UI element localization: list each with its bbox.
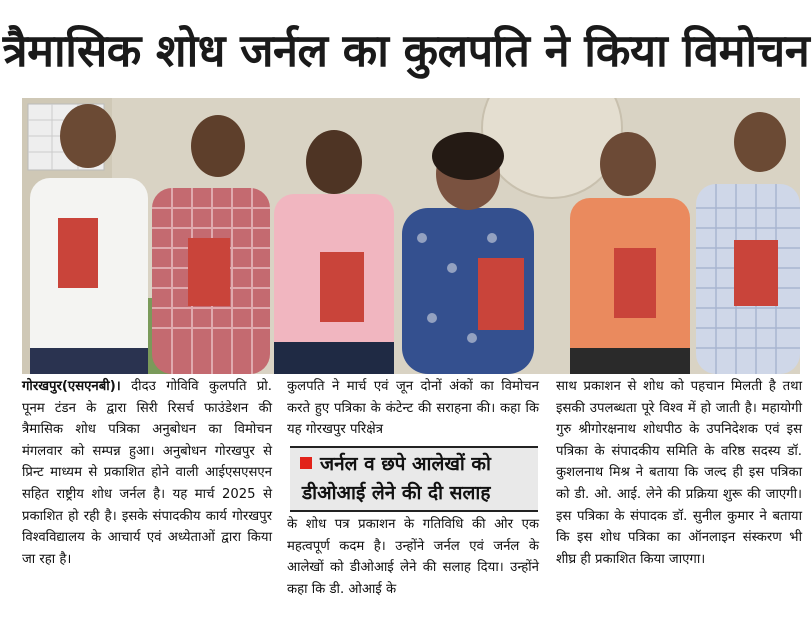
article-text-col3: साथ प्रकाशन से शोध को पहचान मिलती है तथा इसकी उपलब्धता पूरे विश्व में हो जाती है। महायोगी गुरु श्रीगोरक्षनाथ शोधपीठ के उपनिदेशक एवं इस पत्रिका के संपादकीय समिति के वरिष्ठ सदस्य डॉ. कुशलनाथ मिश्र ने बताया कि जल्द ही इस पत्रिका को डी. ओ. आई. लेने की प्रक्रिया शुरू की जाएगी। इस पत्रिका के संपादक डॉ. सुनील कुमार ने बताया कि इस शोध पत्रिका का ऑनलाइन संस्करण भी शीघ्र ही प्रकाशित किया जाएगा। <box>556 379 802 567</box>
article-column-2-bottom <box>287 514 539 600</box>
article-text-col2-top: कुलपति ने मार्च एवं जून दोनों अंकों का विमोचन करते हुए पत्रिका के कंटेन्ट की सराहना की। कहा कि यह गोरखपुर परिक्षेत्र <box>287 379 539 438</box>
article-text-col2-bottom: के शोध पत्र प्रकाशन के गतिविधि की ओर एक महत्वपूर्ण कदम है। उन्होंने जर्नल एवं जर्नल के आलेखों को डीओआई लेने की सलाह दिया। उन्होंने कहा कि डी. ओआई के <box>287 517 539 597</box>
photo-illustration <box>22 98 800 374</box>
dateline: गोरखपुर(एसएनबी)। <box>22 379 121 394</box>
article-column-1 <box>22 376 272 570</box>
article-text-col1: दीदउ गोविवि कुलपति प्रो. पूनम टंडन के द्वारा सिरी रिसर्च फाउंडेशन की त्रैमासिक शोध पत्रिका अनुबोधन का विमोचन मंगलवार को सम्पन्न हुआ। अनुबोधन गोरखपुर से प्रिन्ट माध्यम से प्रकाशित होने वाली आईएसएसएन सहित राष्ट्रीय शोध जर्नल है। यह मार्च 2025 से प्रकाशित हो रही है। इसके संपादकीय कार्य गोरखपुर विश्वविद्यालय के आचार्य एवं अध्येताओं द्वारा किया जा रहा है। <box>22 379 272 567</box>
subheading: जर्नल व छपे आलेखों को डीओआई लेने की दी सलाह <box>302 453 491 504</box>
article-column-2-top <box>287 376 539 441</box>
article-column-3 <box>556 376 802 570</box>
headline: त्रैमासिक शोध जर्नल का कुलपति ने किया विमोचन <box>2 23 810 77</box>
news-photo <box>22 98 800 374</box>
subheading-box <box>290 446 538 512</box>
